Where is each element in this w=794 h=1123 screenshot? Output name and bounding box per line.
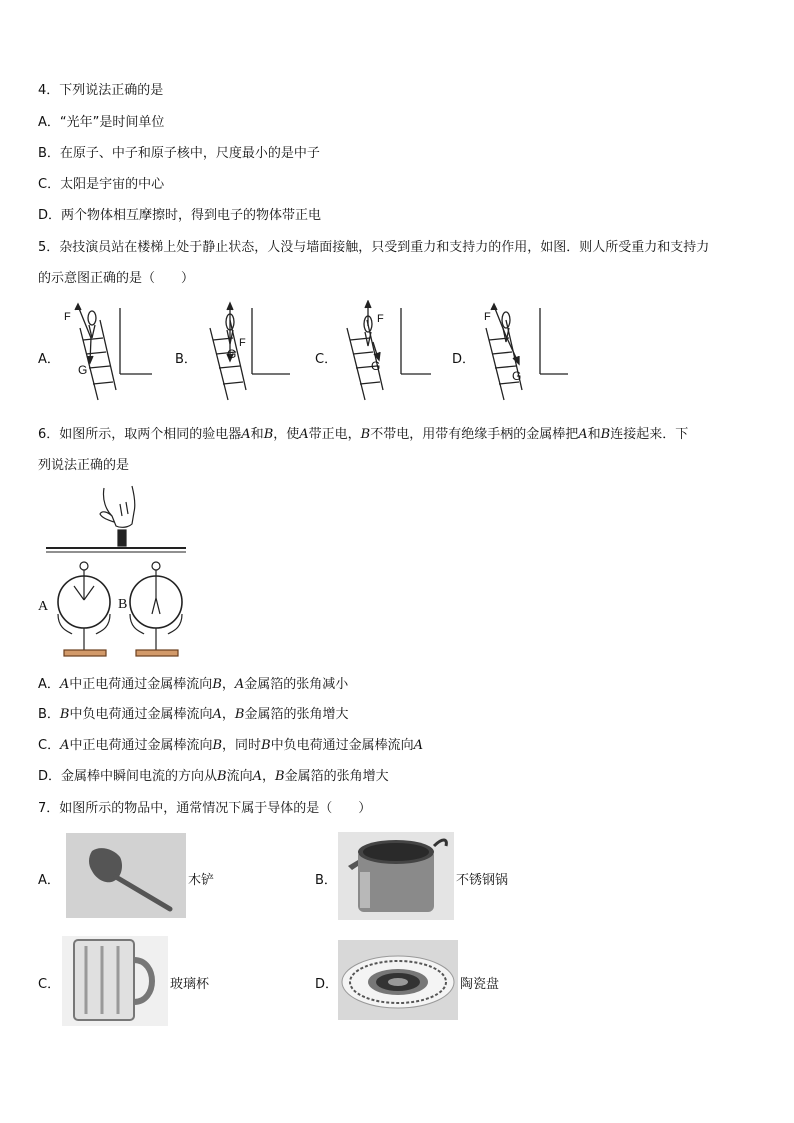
q4-option-a: A．“光年”是时间单位	[38, 115, 165, 130]
q7-caption-b: 不锈钢锅	[456, 873, 509, 888]
q5-c-gravity-label: G	[371, 359, 381, 373]
q7-option-c-label: C．	[38, 977, 61, 992]
q6-stem-line2: 列说法正确的是	[38, 458, 130, 473]
steel-pot-photo	[338, 832, 454, 920]
var: B	[59, 707, 70, 722]
q5-d-force-label: F	[484, 311, 491, 323]
q5-stem-line2: 的示意图正确的是（ ）	[38, 271, 195, 286]
q5-figure-c	[335, 300, 435, 405]
var: A	[234, 677, 245, 692]
q4-option-d: D．两个物体相互摩擦时，得到电子的物体带正电	[38, 208, 322, 223]
q6-stem-text: 6．如图所示，取两个相同的验电器	[38, 427, 242, 442]
q6-var-a: A	[578, 427, 588, 442]
q5-stem-line1: 5．杂技演员站在楼梯上处于静止状态，人没与墙面接触，只受到重力和支持力的作用，如图．则人所受重力和支持力	[38, 240, 710, 255]
q6-option-b	[38, 707, 348, 723]
text: ，	[221, 677, 235, 692]
text: 中负电荷通过金属棒流向	[270, 738, 414, 753]
q6-stem-line1	[38, 427, 688, 443]
q6-stem-text: 不带电，用带有绝缘手柄的金属棒把	[370, 427, 579, 442]
text: 中正电荷通过金属棒流向	[69, 677, 213, 692]
text: 中负电荷通过金属棒流向	[69, 707, 213, 722]
electroscope-label-a: A	[38, 599, 49, 614]
option-letter: C．	[38, 738, 61, 753]
var: B	[261, 738, 271, 753]
q5-a-gravity-label: G	[78, 363, 88, 377]
q6-stem-text: 和	[587, 427, 601, 442]
var: B	[212, 677, 222, 692]
q5-figure-d	[472, 300, 572, 405]
q5-option-b-label: B．	[175, 352, 197, 367]
var: A	[413, 738, 424, 753]
text: 金属箔的张角增大	[284, 769, 389, 784]
q6-stem-text: 和	[250, 427, 264, 442]
q5-option-d-label: D．	[452, 352, 476, 367]
text: ，	[221, 707, 235, 722]
q6-option-c	[38, 738, 423, 754]
q7-option-a-label: A．	[38, 873, 60, 888]
var: B	[275, 769, 285, 784]
glass-cup-photo	[62, 936, 168, 1026]
var: B	[217, 769, 227, 784]
text: 中正电荷通过金属棒流向	[69, 738, 213, 753]
q7-caption-c: 玻璃杯	[170, 977, 210, 992]
q5-option-a-label: A．	[38, 352, 60, 367]
q6-stem-text: ，使	[273, 427, 300, 442]
q7-caption-a: 木铲	[188, 873, 215, 888]
text: ，	[261, 769, 275, 784]
text: ，同时	[222, 738, 262, 753]
q5-b-force-label: F	[239, 337, 246, 349]
q6-stem-text: 带正电，	[308, 427, 361, 442]
var: A	[252, 769, 262, 784]
q5-a-force-label: F	[64, 311, 71, 323]
var: A	[59, 677, 70, 692]
q5-c-force-label: F	[377, 313, 384, 325]
wooden-spatula-photo	[66, 833, 186, 918]
option-letter: D．金属棒中瞬间电流的方向从	[38, 769, 218, 784]
q6-option-d	[38, 769, 389, 785]
electroscope-figure	[36, 482, 196, 664]
q5-d-gravity-label: G	[512, 369, 522, 383]
option-letter: B．	[38, 707, 60, 722]
text: 金属箔的张角增大	[244, 707, 349, 722]
ceramic-plate-photo	[338, 940, 458, 1020]
var: A	[60, 738, 70, 753]
option-letter: A．	[38, 677, 60, 692]
q6-var-a: A	[241, 427, 251, 442]
q6-var-b: B	[600, 427, 611, 442]
var: B	[212, 738, 223, 753]
q6-stem-text: 连接起来．下	[610, 427, 689, 442]
q6-option-a	[38, 677, 348, 693]
q7-option-b-label: B．	[315, 873, 337, 888]
q4-option-b: B．在原子、中子和原子核中，尺度最小的是中子	[38, 146, 320, 161]
q4-stem: 4．下列说法正确的是	[38, 83, 164, 98]
q7-caption-d: 陶瓷盘	[460, 977, 500, 992]
q6-var-b: B	[263, 427, 274, 442]
text: 流向	[226, 769, 253, 784]
text: 金属箔的张角减小	[244, 677, 349, 692]
q7-option-d-label: D．	[315, 977, 339, 992]
q6-var-b: B	[360, 427, 371, 442]
q6-var-a: A	[299, 427, 309, 442]
q5-figure-b	[200, 300, 300, 405]
var: B	[234, 707, 245, 722]
q5-b-gravity-label: G	[227, 347, 237, 361]
var: A	[212, 707, 222, 722]
q7-stem: 7．如图所示的物品中，通常情况下属于导体的是（ ）	[38, 801, 372, 816]
q4-option-c: C．太阳是宇宙的中心	[38, 177, 165, 192]
q5-figure-a	[58, 300, 158, 405]
q5-option-c-label: C．	[315, 352, 338, 367]
electroscope-label-b: B	[118, 597, 128, 612]
